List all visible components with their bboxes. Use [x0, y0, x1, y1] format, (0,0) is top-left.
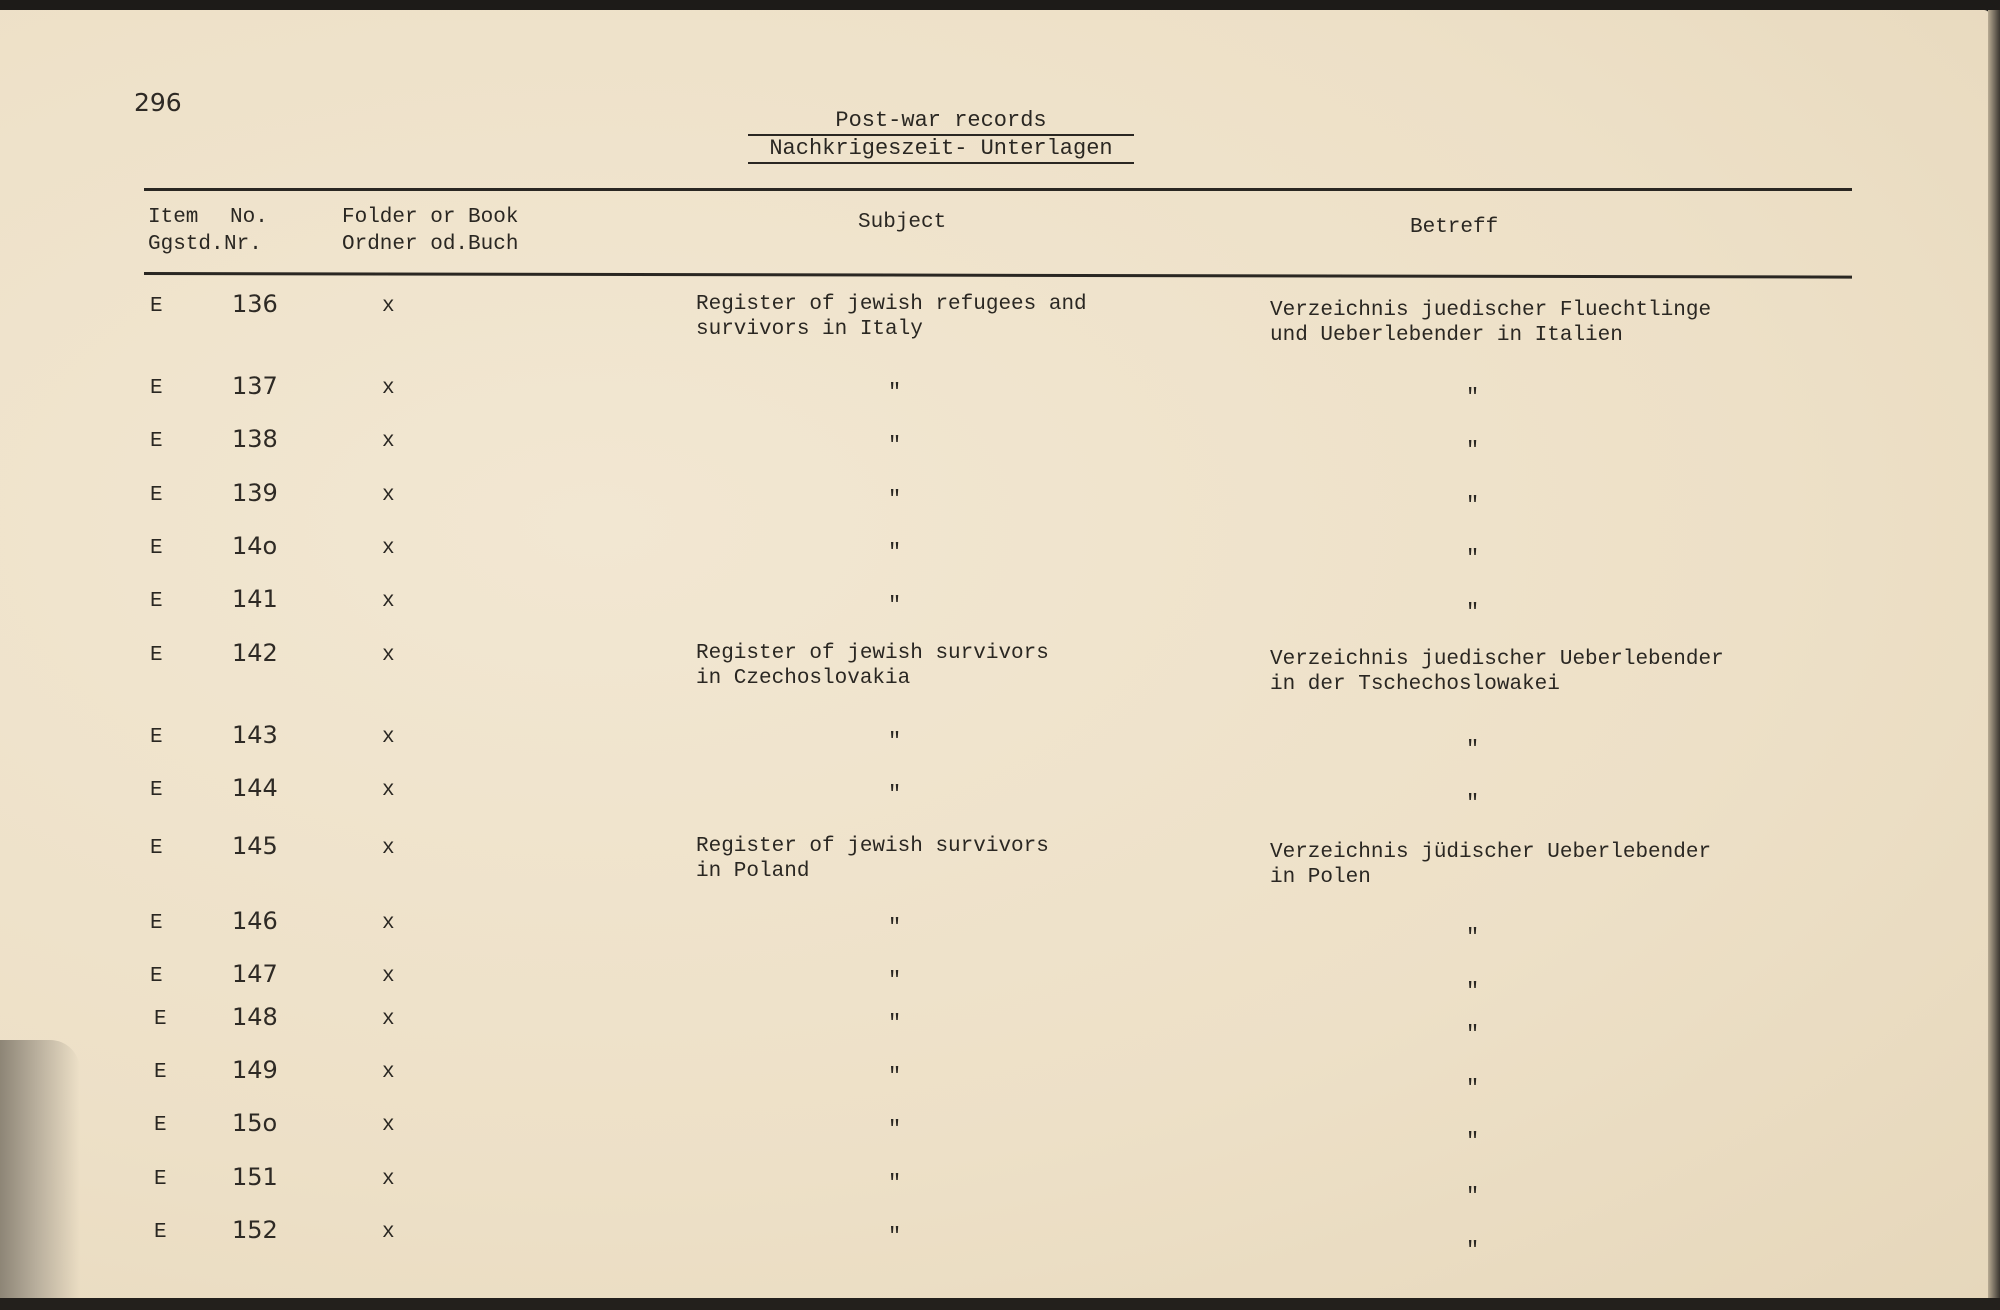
row-folder: x [382, 726, 395, 749]
row-number: 144 [232, 774, 278, 802]
row-number: 151 [232, 1163, 278, 1191]
row-folder: x [382, 837, 395, 860]
row-folder: x [382, 377, 395, 400]
row-subject: Register of jewish survivors in Czechoslovakia [696, 642, 1049, 690]
row-item: E [154, 1114, 167, 1137]
row-item: E [150, 295, 163, 318]
row-betreff-ditto: " [1466, 925, 1480, 950]
row-number: 148 [232, 1003, 278, 1031]
row-subject-ditto: " [888, 968, 902, 993]
page-edge [1988, 10, 2000, 1300]
row-number: 142 [232, 639, 278, 667]
row-betreff-ditto: " [1466, 438, 1480, 464]
row-item: E [154, 1221, 167, 1244]
row-subject-ditto: " [888, 380, 902, 405]
row-subject-ditto: " [888, 915, 902, 940]
row-betreff: Verzeichnis jüdischer Ueberlebender in Polen [1270, 841, 1712, 889]
row-folder: x [382, 537, 395, 560]
row-number: 138 [232, 425, 278, 453]
row-number: 152 [232, 1216, 278, 1244]
row-betreff-ditto: " [1466, 492, 1480, 518]
row-item: E [154, 1168, 167, 1191]
row-folder: x [382, 1008, 395, 1031]
row-subject-ditto: " [888, 487, 902, 512]
row-item: E [150, 484, 163, 507]
row-folder: x [382, 430, 395, 453]
row-folder: x [382, 779, 395, 802]
page-number: 296 [134, 88, 182, 117]
row-betreff-ditto: " [1466, 737, 1480, 763]
row-subject-ditto: " [888, 729, 902, 754]
row-number: 137 [232, 372, 278, 400]
row-subject-ditto: " [888, 433, 902, 458]
row-folder: x [382, 590, 395, 613]
row-number: 14o [232, 532, 278, 560]
row-item: E [150, 590, 163, 613]
row-betreff-ditto: " [1466, 978, 1480, 1004]
row-number: 141 [232, 585, 278, 613]
header-betreff: Betreff [1410, 216, 1499, 239]
row-item: E [150, 779, 163, 802]
row-number: 15o [232, 1109, 278, 1137]
table-header-rule [144, 272, 1852, 279]
row-betreff-ditto: " [1466, 790, 1480, 816]
header-item-de: Ggstd. [148, 233, 224, 256]
row-number: 136 [232, 290, 278, 318]
row-folder: x [382, 1061, 395, 1084]
row-number: 139 [232, 479, 278, 507]
row-item: E [150, 965, 163, 988]
row-number: 145 [232, 832, 278, 860]
row-betreff-ditto: " [1466, 384, 1480, 410]
row-folder: x [382, 912, 395, 935]
row-subject: Register of jewish refugees and survivors in Italy [696, 293, 1087, 341]
row-folder: x [382, 1168, 395, 1191]
row-betreff-ditto: " [1466, 546, 1480, 572]
title-german: Nachkrigeszeit- Unterlagen [769, 136, 1113, 161]
row-subject-ditto: " [888, 540, 902, 565]
row-subject-ditto: " [888, 1224, 902, 1249]
row-betreff-ditto: " [1466, 1237, 1480, 1263]
page-corner-shadow [0, 1040, 80, 1300]
title-underline [748, 162, 1134, 164]
row-item: E [150, 537, 163, 560]
row-item: E [154, 1008, 167, 1031]
row-subject: Register of jewish survivors in Poland [696, 835, 1049, 883]
row-subject-ditto: " [888, 1171, 902, 1196]
row-item: E [150, 430, 163, 453]
row-folder: x [382, 965, 395, 988]
table-top-rule [144, 188, 1852, 191]
header-folder-de: Ordner od.Buch [342, 233, 519, 256]
row-betreff-ditto: " [1466, 1022, 1480, 1048]
row-item: E [150, 377, 163, 400]
row-folder: x [382, 1221, 395, 1244]
row-subject-ditto: " [888, 1011, 902, 1036]
row-folder: x [382, 295, 395, 318]
row-item: E [150, 644, 163, 667]
document-page [0, 10, 1990, 1300]
row-item: E [150, 726, 163, 749]
row-item: E [154, 1061, 167, 1084]
header-item: Item [148, 206, 199, 229]
row-betreff: Verzeichnis juedischer Fluechtlinge und Ueberlebender in Italien [1270, 299, 1712, 347]
row-folder: x [382, 644, 395, 667]
header-no-de: Nr. [224, 233, 262, 256]
row-subject-ditto: " [888, 1064, 902, 1089]
row-folder: x [382, 484, 395, 507]
row-folder: x [382, 1114, 395, 1137]
row-betreff-ditto: " [1466, 1129, 1480, 1155]
row-betreff-ditto: " [1466, 1184, 1480, 1209]
header-folder: Folder or Book [342, 206, 519, 229]
row-subject-ditto: " [888, 593, 902, 618]
row-item: E [150, 912, 163, 935]
row-number: 149 [232, 1056, 278, 1084]
page-bottom-edge [0, 1298, 2000, 1310]
row-subject-ditto: " [888, 1117, 902, 1142]
header-no: No. [230, 206, 268, 229]
header-subject: Subject [858, 211, 947, 234]
row-betreff-ditto: " [1466, 1075, 1480, 1101]
row-number: 147 [232, 960, 278, 988]
row-number: 143 [232, 721, 278, 749]
row-betreff-ditto: " [1466, 600, 1480, 625]
row-number: 146 [232, 907, 278, 935]
row-item: E [150, 837, 163, 860]
title-english: Post-war records [835, 108, 1047, 133]
row-subject-ditto: " [888, 782, 902, 807]
row-betreff: Verzeichnis juedischer Ueberlebender in der Tschechoslowakei [1270, 648, 1724, 696]
